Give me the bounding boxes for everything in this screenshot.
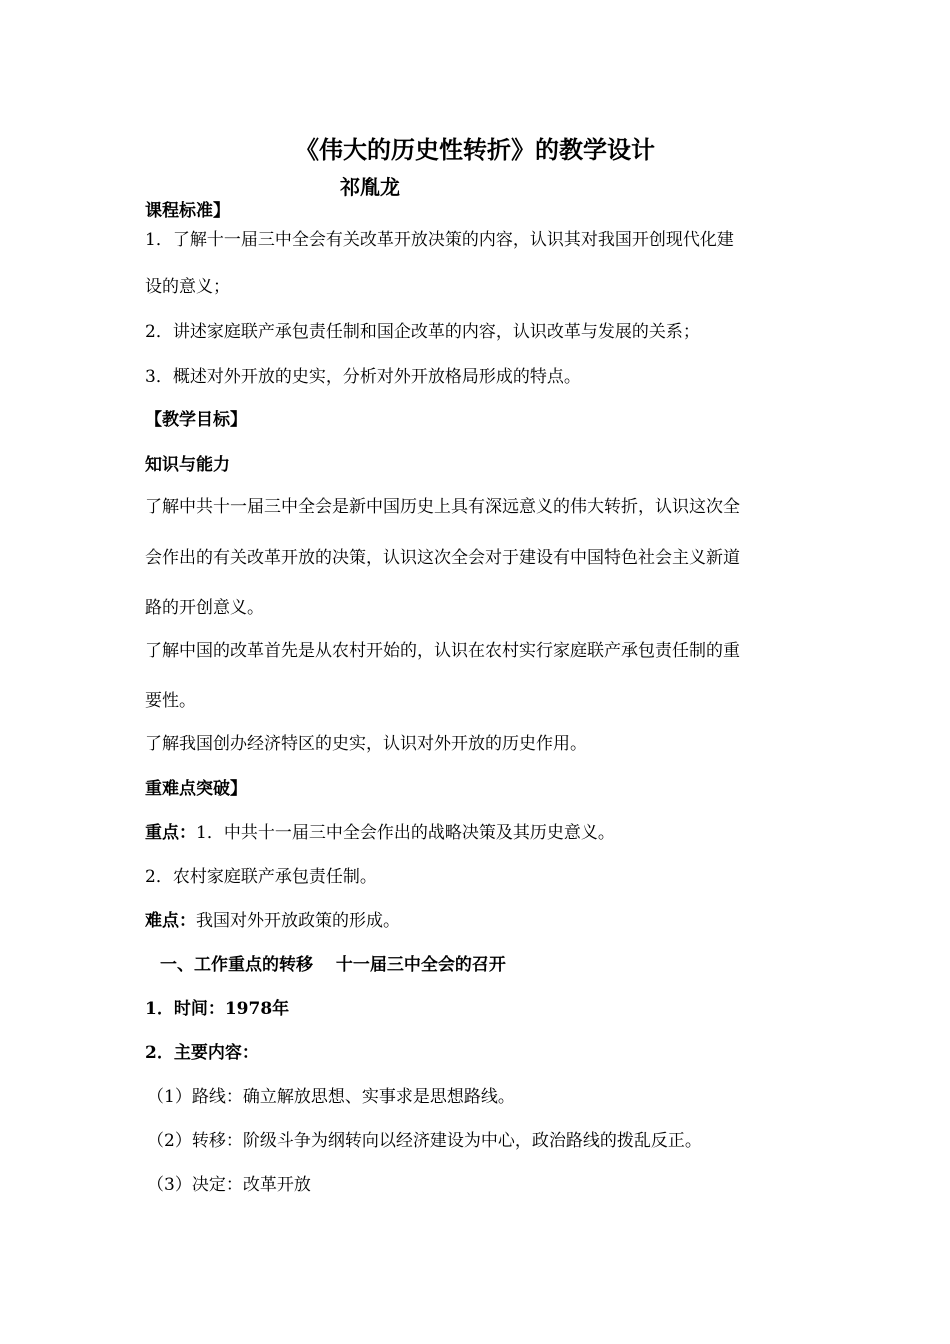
document-title-text: 《伟大的历史性转折》的教学设计 <box>295 135 655 164</box>
knowledge-heading: 知识与能力 <box>145 455 230 475</box>
knowledge-paragraph-1-line-2: 会作出的有关改革开放的决策，认识这次全会对于建设有中国特色社会主义新道 <box>145 548 740 568</box>
key-point-1-text: 1．中共十一届三中全会作出的战略决策及其历史意义。 <box>196 823 615 843</box>
content-item-1: （1）路线：确立解放思想、实事求是思想路线。 <box>147 1087 515 1107</box>
content-item-3: （3）决定：改革开放 <box>147 1175 311 1195</box>
curriculum-item-3: 3．概述对外开放的史实，分析对外开放格局形成的特点。 <box>145 367 581 387</box>
key-point-2: 2．农村家庭联产承包责任制。 <box>145 867 377 887</box>
document-title <box>0 134 950 166</box>
knowledge-paragraph-1-line-3: 路的开创意义。 <box>145 598 264 618</box>
difficult-point-label: 难点： <box>145 911 196 931</box>
knowledge-paragraph-2-line-1: 了解中国的改革首先是从农村开始的，认识在农村实行家庭联产承包责任制的重 <box>145 641 740 661</box>
content-heading: 2．主要内容： <box>145 1043 259 1063</box>
curriculum-item-1-line-2: 设的意义； <box>145 277 230 297</box>
keypoints-heading: 重难点突破】 <box>145 779 247 799</box>
section-1-heading: 一、工作重点的转移 十一届三中全会的召开 <box>160 955 506 975</box>
document-author: 祁胤龙 <box>340 175 400 199</box>
objectives-heading: 【教学目标】 <box>145 410 247 430</box>
knowledge-paragraph-1-line-1: 了解中共十一届三中全会是新中国历史上具有深远意义的伟大转折，认识这次全 <box>145 497 740 517</box>
curriculum-heading: 课程标准】 <box>145 201 230 221</box>
time-line: 1．时间：1978年 <box>145 999 290 1019</box>
difficult-point-text: 我国对外开放政策的形成。 <box>196 911 400 931</box>
key-point-1 <box>145 821 615 845</box>
curriculum-item-2: 2．讲述家庭联产承包责任制和国企改革的内容，认识改革与发展的关系； <box>145 322 700 342</box>
content-item-2: （2）转移：阶级斗争为纲转向以经济建设为中心，政治路线的拨乱反正。 <box>147 1131 702 1151</box>
curriculum-item-1-line-1: 1．了解十一届三中全会有关改革开放决策的内容，认识其对我国开创现代化建 <box>145 230 734 250</box>
knowledge-paragraph-2-line-2: 要性。 <box>145 691 196 711</box>
difficult-point <box>145 909 400 933</box>
knowledge-paragraph-3: 了解我国创办经济特区的史实，认识对外开放的历史作用。 <box>145 734 587 754</box>
key-point-label: 重点： <box>145 823 196 843</box>
